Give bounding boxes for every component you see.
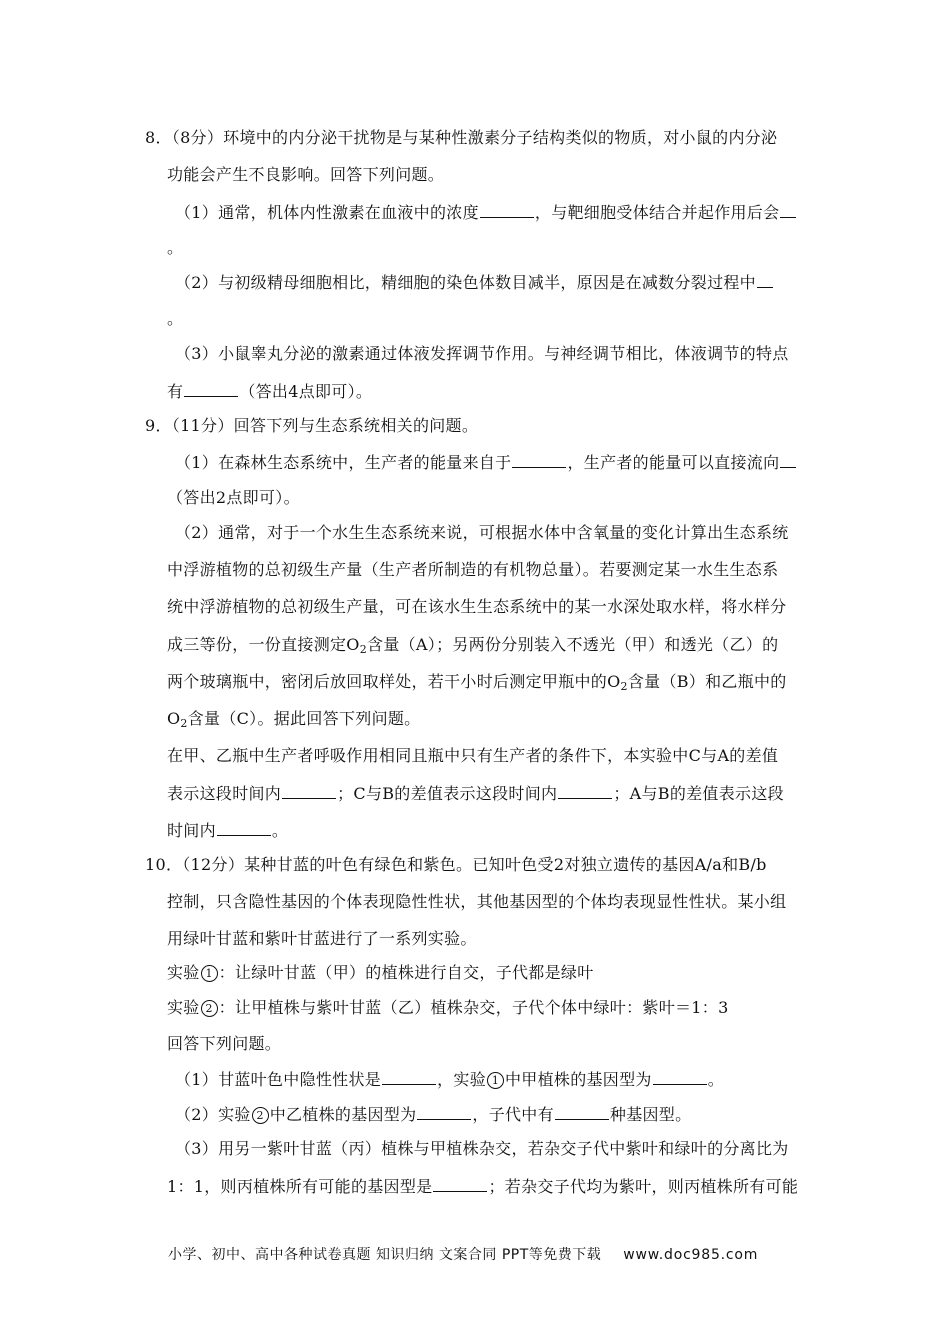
question-10-part-1: （1）甘蓝叶色中隐性性状是 ，实验 1 中甲植株的基因型为 。 xyxy=(175,1070,725,1089)
question-9-part-2-line-3: 统中浮游植物的总初级生产量，可在该水生生态系统中的某一水深处取水样，将水样分 xyxy=(167,597,787,616)
question-9-part-2-line-4: 成三等份，一份直接测定$O_2$含量（A）；另两份分别装入不透光（甲）和透光（乙）的 xyxy=(167,635,779,656)
answer-blank[interactable] xyxy=(382,1069,436,1085)
question-10-part-3-line-1: （3）用另一紫叶甘蓝（丙）植株与甲植株杂交，若杂交子代中紫叶和绿叶的分离比为 xyxy=(175,1139,789,1158)
answer-blank[interactable] xyxy=(417,1104,471,1120)
question-10-stem-cont-1: 控制，只含隐性基因的个体表现隐性性状，其他基因型的个体均表现显性性状。某小组 xyxy=(167,892,787,911)
answer-blank[interactable] xyxy=(555,1104,609,1120)
answer-blank[interactable] xyxy=(282,783,336,799)
question-9-part-3-line-3: 时间内 。 xyxy=(167,821,289,840)
circled-number: 1 xyxy=(487,1072,504,1089)
question-9-part-3-line-2: 表示这段时间内 ；C与B的差值表示这段时间内 ；A与B的差值表示这段 xyxy=(167,784,784,803)
question-10-stem-cont-2: 用绿叶甘蓝和紫叶甘蓝进行了一系列实验。 xyxy=(167,929,477,948)
answer-blank[interactable] xyxy=(757,272,773,288)
answer-blank[interactable] xyxy=(433,1176,487,1192)
footer-text: 小学、初中、高中各种试卷真题 知识归纳 文案合同 PPT等免费下载 xyxy=(168,1247,602,1263)
footer-url[interactable]: www.doc985.com xyxy=(623,1247,759,1263)
question-9-part-1-end: （答出2点即可）。 xyxy=(167,488,300,507)
question-8-stem-cont: 功能会产生不良影响。回答下列问题。 xyxy=(167,165,445,184)
circled-number: 2 xyxy=(201,1000,218,1017)
question-10-experiment-2: 实验 2 ：让甲植株与紫叶甘蓝（乙）植株杂交，子代个体中绿叶：紫叶＝1：3 xyxy=(167,998,729,1017)
question-8-stem: 8．（8分）环境中的内分泌干扰物是与某种性激素分子结构类似的物质，对小鼠的内分泌 xyxy=(145,128,778,147)
question-8-part-3: （3）小鼠睾丸分泌的激素通过体液发挥调节作用。与神经调节相比，体液调节的特点 xyxy=(175,344,789,363)
question-9-part-1: （1）在森林生态系统中，生产者的能量来自于 ，生产者的能量可以直接流向 xyxy=(175,452,797,472)
question-10-part-3-line-2: 1：1，则丙植株所有可能的基因型是 ；若杂交子代均为紫叶，则丙植株所有可能 xyxy=(167,1177,799,1196)
answer-blank[interactable] xyxy=(512,452,566,468)
question-10-stem: 10．（12分）某种甘蓝的叶色有绿色和紫色。已知叶色受2对独立遗传的基因A/a和B/b xyxy=(145,855,767,874)
circled-number: 1 xyxy=(201,965,218,982)
answer-blank[interactable] xyxy=(184,381,238,397)
question-9-stem: 9．（11分）回答下列与生态系统相关的问题。 xyxy=(145,416,479,435)
question-10-experiment-1: 实验 1 ：让绿叶甘蓝（甲）的植株进行自交，子代都是绿叶 xyxy=(167,963,594,982)
question-10-ask: 回答下列问题。 xyxy=(167,1034,282,1053)
question-9-part-2-line-6: $O_2$含量（C）。据此回答下列问题。 xyxy=(167,709,421,730)
answer-blank[interactable] xyxy=(217,820,271,836)
answer-blank[interactable] xyxy=(780,452,796,468)
question-8-part-2-end: 。 xyxy=(167,309,184,328)
question-9-part-2-line-5: 两个玻璃瓶中，密闭后放回取样处，若干小时后测定甲瓶中的$O_2$含量（B）和乙瓶中的 xyxy=(167,672,787,693)
question-10-part-2: （2）实验 2 中乙植株的基因型为 ，子代中有 种基因型。 xyxy=(175,1105,692,1124)
question-9-part-2-line-1: （2）通常，对于一个水生生态系统来说，可根据水体中含氧量的变化计算出生态系统 xyxy=(175,523,789,542)
page-footer xyxy=(168,1244,758,1264)
question-8-part-3-cont: 有 （答出4点即可）。 xyxy=(167,382,373,401)
answer-blank[interactable] xyxy=(780,202,796,218)
question-8-part-1: （1）通常，机体内性激素在血液中的浓度 ，与靶细胞受体结合并起作用后会 xyxy=(175,202,797,222)
question-9-part-2-line-2: 中浮游植物的总初级生产量（生产者所制造的有机物总量）。若要测定某一水生生态系 xyxy=(167,560,779,579)
answer-blank[interactable] xyxy=(480,202,534,218)
circled-number: 2 xyxy=(252,1107,269,1124)
question-9-part-3-line-1: 在甲、乙瓶中生产者呼吸作用相同且瓶中只有生产者的条件下，本实验中C与A的差值 xyxy=(167,746,779,765)
question-8-part-2: （2）与初级精母细胞相比，精细胞的染色体数目减半，原因是在减数分裂过程中 xyxy=(175,272,774,292)
answer-blank[interactable] xyxy=(653,1069,707,1085)
answer-blank[interactable] xyxy=(558,783,612,799)
question-8-part-1-end: 。 xyxy=(167,238,184,257)
